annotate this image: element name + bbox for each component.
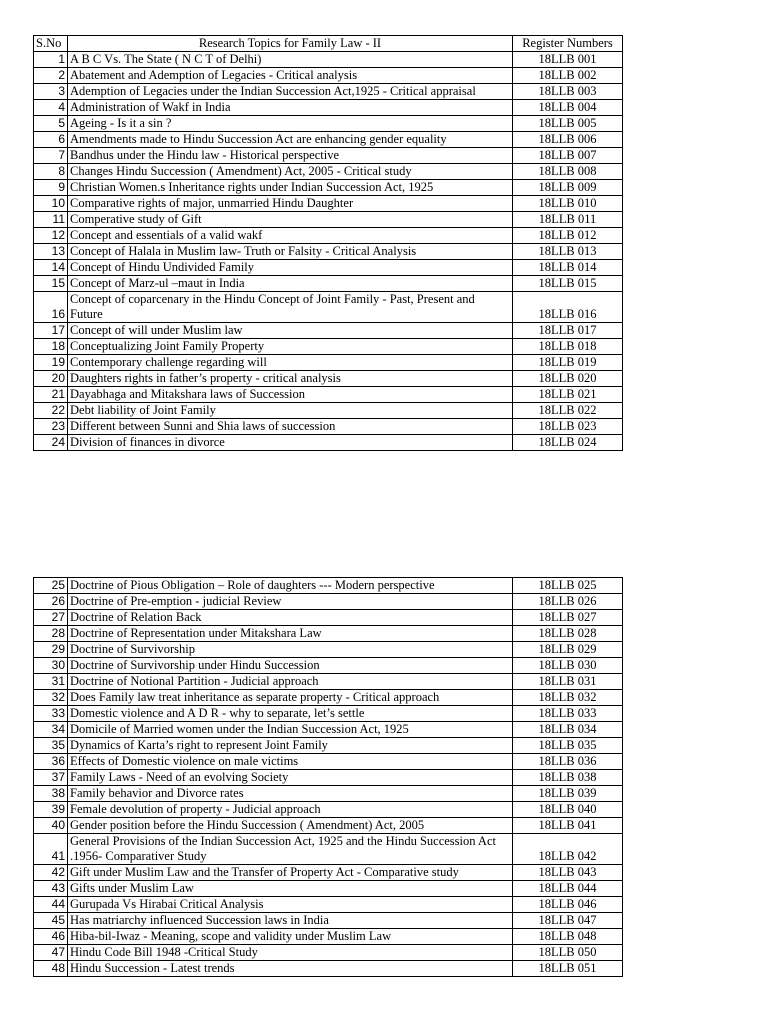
row-number: 43: [34, 881, 68, 897]
row-number: 7: [34, 148, 68, 164]
table-row: [34, 738, 623, 754]
row-topic: Division of finances in divorce: [68, 435, 513, 451]
row-register-number: 18LLB 048: [513, 929, 623, 945]
row-number: 26: [34, 594, 68, 610]
row-register-number: 18LLB 008: [513, 164, 623, 180]
row-register-number: 18LLB 033: [513, 706, 623, 722]
row-topic: Domicile of Married women under the Indian Succession Act, 1925: [68, 722, 513, 738]
row-number: 8: [34, 164, 68, 180]
row-topic: Domestic violence and A D R - why to separate, let’s settle: [68, 706, 513, 722]
row-topic: Concept and essentials of a valid wakf: [68, 228, 513, 244]
row-number: 14: [34, 260, 68, 276]
row-number: 40: [34, 818, 68, 834]
row-number: 47: [34, 945, 68, 961]
topics-table-2: [33, 577, 623, 977]
table-row: [34, 371, 623, 387]
row-number: 48: [34, 961, 68, 977]
row-number: 16: [34, 292, 68, 323]
row-number: 21: [34, 387, 68, 403]
row-register-number: 18LLB 020: [513, 371, 623, 387]
row-register-number: 18LLB 013: [513, 244, 623, 260]
row-number: 46: [34, 929, 68, 945]
row-topic: Bandhus under the Hindu law - Historical perspective: [68, 148, 513, 164]
table-row: [34, 403, 623, 419]
row-topic: Concept of Marz-ul –maut in India: [68, 276, 513, 292]
table-row: [34, 754, 623, 770]
row-topic: Dayabhaga and Mitakshara laws of Succession: [68, 387, 513, 403]
row-number: 32: [34, 690, 68, 706]
row-register-number: 18LLB 022: [513, 403, 623, 419]
row-topic: Ademption of Legacies under the Indian Succession Act,1925 - Critical appraisal: [68, 84, 513, 100]
row-topic: Doctrine of Relation Back: [68, 610, 513, 626]
table-row: [34, 260, 623, 276]
row-register-number: 18LLB 024: [513, 435, 623, 451]
row-number: 20: [34, 371, 68, 387]
row-topic: Hindu Succession - Latest trends: [68, 961, 513, 977]
row-topic: Conceptualizing Joint Family Property: [68, 339, 513, 355]
row-topic: Administration of Wakf in India: [68, 100, 513, 116]
row-topic: Comparative rights of major, unmarried Hindu Daughter: [68, 196, 513, 212]
row-topic: Hiba-bil-Iwaz - Meaning, scope and validity under Muslim Law: [68, 929, 513, 945]
row-topic: Comperative study of Gift: [68, 212, 513, 228]
row-number: 42: [34, 865, 68, 881]
row-register-number: 18LLB 014: [513, 260, 623, 276]
table-row: [34, 196, 623, 212]
row-register-number: 18LLB 041: [513, 818, 623, 834]
table-row: [34, 706, 623, 722]
row-register-number: 18LLB 023: [513, 419, 623, 435]
row-number: 3: [34, 84, 68, 100]
table-row: [34, 355, 623, 371]
table-row: [34, 674, 623, 690]
row-number: 38: [34, 786, 68, 802]
table-row: [34, 276, 623, 292]
row-topic: Gurupada Vs Hirabai Critical Analysis: [68, 897, 513, 913]
row-register-number: 18LLB 035: [513, 738, 623, 754]
row-register-number: 18LLB 017: [513, 323, 623, 339]
row-topic: Debt liability of Joint Family: [68, 403, 513, 419]
row-topic: Hindu Code Bill 1948 -Critical Study: [68, 945, 513, 961]
table-row: [34, 180, 623, 196]
table-1-body: [34, 52, 623, 451]
row-number: 25: [34, 578, 68, 594]
row-number: 9: [34, 180, 68, 196]
row-register-number: 18LLB 004: [513, 100, 623, 116]
row-number: 44: [34, 897, 68, 913]
row-topic: Concept of coparcenary in the Hindu Concept of Joint Family - Past, Present and Future: [68, 292, 513, 323]
header-register: Register Numbers: [513, 36, 623, 52]
row-register-number: 18LLB 030: [513, 658, 623, 674]
row-topic: Christian Women.s Inheritance rights under Indian Succession Act, 1925: [68, 180, 513, 196]
table-row: [34, 578, 623, 594]
row-number: 13: [34, 244, 68, 260]
table-row: [34, 626, 623, 642]
table-row: [34, 244, 623, 260]
table-row: [34, 164, 623, 180]
row-register-number: 18LLB 010: [513, 196, 623, 212]
row-topic: Effects of Domestic violence on male victims: [68, 754, 513, 770]
row-register-number: 18LLB 042: [513, 834, 623, 865]
row-number: 23: [34, 419, 68, 435]
row-number: 33: [34, 706, 68, 722]
row-number: 19: [34, 355, 68, 371]
header-topic: Research Topics for Family Law - II: [68, 36, 513, 52]
row-topic: Female devolution of property - Judicial approach: [68, 802, 513, 818]
row-register-number: 18LLB 028: [513, 626, 623, 642]
row-register-number: 18LLB 044: [513, 881, 623, 897]
row-topic: Changes Hindu Succession ( Amendment) Act, 2005 - Critical study: [68, 164, 513, 180]
row-register-number: 18LLB 002: [513, 68, 623, 84]
table-row: [34, 897, 623, 913]
table-row: [34, 722, 623, 738]
table-row: [34, 913, 623, 929]
row-topic: Dynamics of Karta’s right to represent Joint Family: [68, 738, 513, 754]
row-number: 18: [34, 339, 68, 355]
row-topic: Ageing - Is it a sin ?: [68, 116, 513, 132]
table-row: [34, 339, 623, 355]
row-topic: Has matriarchy influenced Succession laws in India: [68, 913, 513, 929]
table-row: [34, 881, 623, 897]
row-number: 15: [34, 276, 68, 292]
table-2-body: [34, 578, 623, 977]
table-row: [34, 435, 623, 451]
row-register-number: 18LLB 007: [513, 148, 623, 164]
row-topic: Daughters rights in father’s property - critical analysis: [68, 371, 513, 387]
row-topic: Concept of will under Muslim law: [68, 323, 513, 339]
row-topic: Concept of Halala in Muslim law- Truth or Falsity - Critical Analysis: [68, 244, 513, 260]
row-register-number: 18LLB 038: [513, 770, 623, 786]
row-register-number: 18LLB 009: [513, 180, 623, 196]
row-number: 1: [34, 52, 68, 68]
row-topic: Does Family law treat inheritance as separate property - Critical approach: [68, 690, 513, 706]
table-row: [34, 865, 623, 881]
row-topic: Doctrine of Pre-emption - judicial Review: [68, 594, 513, 610]
table-row: [34, 594, 623, 610]
row-register-number: 18LLB 005: [513, 116, 623, 132]
row-number: 35: [34, 738, 68, 754]
row-register-number: 18LLB 050: [513, 945, 623, 961]
row-number: 24: [34, 435, 68, 451]
table-row: [34, 212, 623, 228]
table-row: [34, 100, 623, 116]
row-topic: Doctrine of Representation under Mitakshara Law: [68, 626, 513, 642]
row-number: 36: [34, 754, 68, 770]
table-row: [34, 132, 623, 148]
row-register-number: 18LLB 016: [513, 292, 623, 323]
row-topic: Doctrine of Survivorship under Hindu Succession: [68, 658, 513, 674]
row-topic: Family behavior and Divorce rates: [68, 786, 513, 802]
table-row: [34, 642, 623, 658]
table-row: [34, 68, 623, 84]
row-register-number: 18LLB 039: [513, 786, 623, 802]
table-row: [34, 770, 623, 786]
row-register-number: 18LLB 034: [513, 722, 623, 738]
row-topic: Contemporary challenge regarding will: [68, 355, 513, 371]
row-register-number: 18LLB 032: [513, 690, 623, 706]
row-register-number: 18LLB 012: [513, 228, 623, 244]
row-register-number: 18LLB 027: [513, 610, 623, 626]
row-number: 34: [34, 722, 68, 738]
row-topic: Abatement and Ademption of Legacies - Critical analysis: [68, 68, 513, 84]
row-register-number: 18LLB 021: [513, 387, 623, 403]
row-number: 12: [34, 228, 68, 244]
row-topic: Amendments made to Hindu Succession Act are enhancing gender equality: [68, 132, 513, 148]
row-register-number: 18LLB 051: [513, 961, 623, 977]
table-row: [34, 786, 623, 802]
table-row: [34, 690, 623, 706]
row-register-number: 18LLB 046: [513, 897, 623, 913]
row-number: 39: [34, 802, 68, 818]
table-row: [34, 419, 623, 435]
row-topic: Gift under Muslim Law and the Transfer of Property Act - Comparative study: [68, 865, 513, 881]
row-register-number: 18LLB 047: [513, 913, 623, 929]
row-register-number: 18LLB 019: [513, 355, 623, 371]
row-number: 29: [34, 642, 68, 658]
row-topic: Concept of Hindu Undivided Family: [68, 260, 513, 276]
row-register-number: 18LLB 015: [513, 276, 623, 292]
row-register-number: 18LLB 026: [513, 594, 623, 610]
table-row: [34, 818, 623, 834]
table-row: [34, 116, 623, 132]
table-row: [34, 292, 623, 323]
row-topic: Doctrine of Pious Obligation – Role of daughters --- Modern perspective: [68, 578, 513, 594]
row-register-number: 18LLB 018: [513, 339, 623, 355]
table-row: [34, 52, 623, 68]
row-register-number: 18LLB 025: [513, 578, 623, 594]
table-row: [34, 658, 623, 674]
table-row: [34, 610, 623, 626]
row-register-number: 18LLB 036: [513, 754, 623, 770]
row-topic: Family Laws - Need of an evolving Society: [68, 770, 513, 786]
row-topic: Doctrine of Survivorship: [68, 642, 513, 658]
row-number: 6: [34, 132, 68, 148]
table-row: [34, 834, 623, 865]
row-number: 27: [34, 610, 68, 626]
topics-table-1: [33, 35, 623, 451]
table-row: [34, 945, 623, 961]
header-row: [34, 36, 623, 52]
table-row: [34, 148, 623, 164]
row-register-number: 18LLB 003: [513, 84, 623, 100]
row-register-number: 18LLB 031: [513, 674, 623, 690]
row-topic: Gifts under Muslim Law: [68, 881, 513, 897]
row-number: 28: [34, 626, 68, 642]
header-sno: S.No: [34, 36, 68, 52]
row-number: 4: [34, 100, 68, 116]
row-number: 30: [34, 658, 68, 674]
row-register-number: 18LLB 040: [513, 802, 623, 818]
table-row: [34, 84, 623, 100]
row-number: 5: [34, 116, 68, 132]
row-number: 45: [34, 913, 68, 929]
table-row: [34, 387, 623, 403]
row-register-number: 18LLB 001: [513, 52, 623, 68]
row-register-number: 18LLB 011: [513, 212, 623, 228]
row-register-number: 18LLB 029: [513, 642, 623, 658]
row-register-number: 18LLB 043: [513, 865, 623, 881]
row-number: 17: [34, 323, 68, 339]
row-number: 37: [34, 770, 68, 786]
row-topic: A B C Vs. The State ( N C T of Delhi): [68, 52, 513, 68]
row-topic: Different between Sunni and Shia laws of succession: [68, 419, 513, 435]
row-register-number: 18LLB 006: [513, 132, 623, 148]
row-number: 10: [34, 196, 68, 212]
row-number: 2: [34, 68, 68, 84]
row-number: 31: [34, 674, 68, 690]
row-topic: General Provisions of the Indian Succession Act, 1925 and the Hindu Succession Act .1956- Comparativer Study: [68, 834, 513, 865]
row-number: 22: [34, 403, 68, 419]
table-row: [34, 929, 623, 945]
row-topic: Doctrine of Notional Partition - Judicial approach: [68, 674, 513, 690]
table-row: [34, 802, 623, 818]
table-row: [34, 961, 623, 977]
row-topic: Gender position before the Hindu Succession ( Amendment) Act, 2005: [68, 818, 513, 834]
table-row: [34, 228, 623, 244]
table-row: [34, 323, 623, 339]
row-number: 41: [34, 834, 68, 865]
row-number: 11: [34, 212, 68, 228]
